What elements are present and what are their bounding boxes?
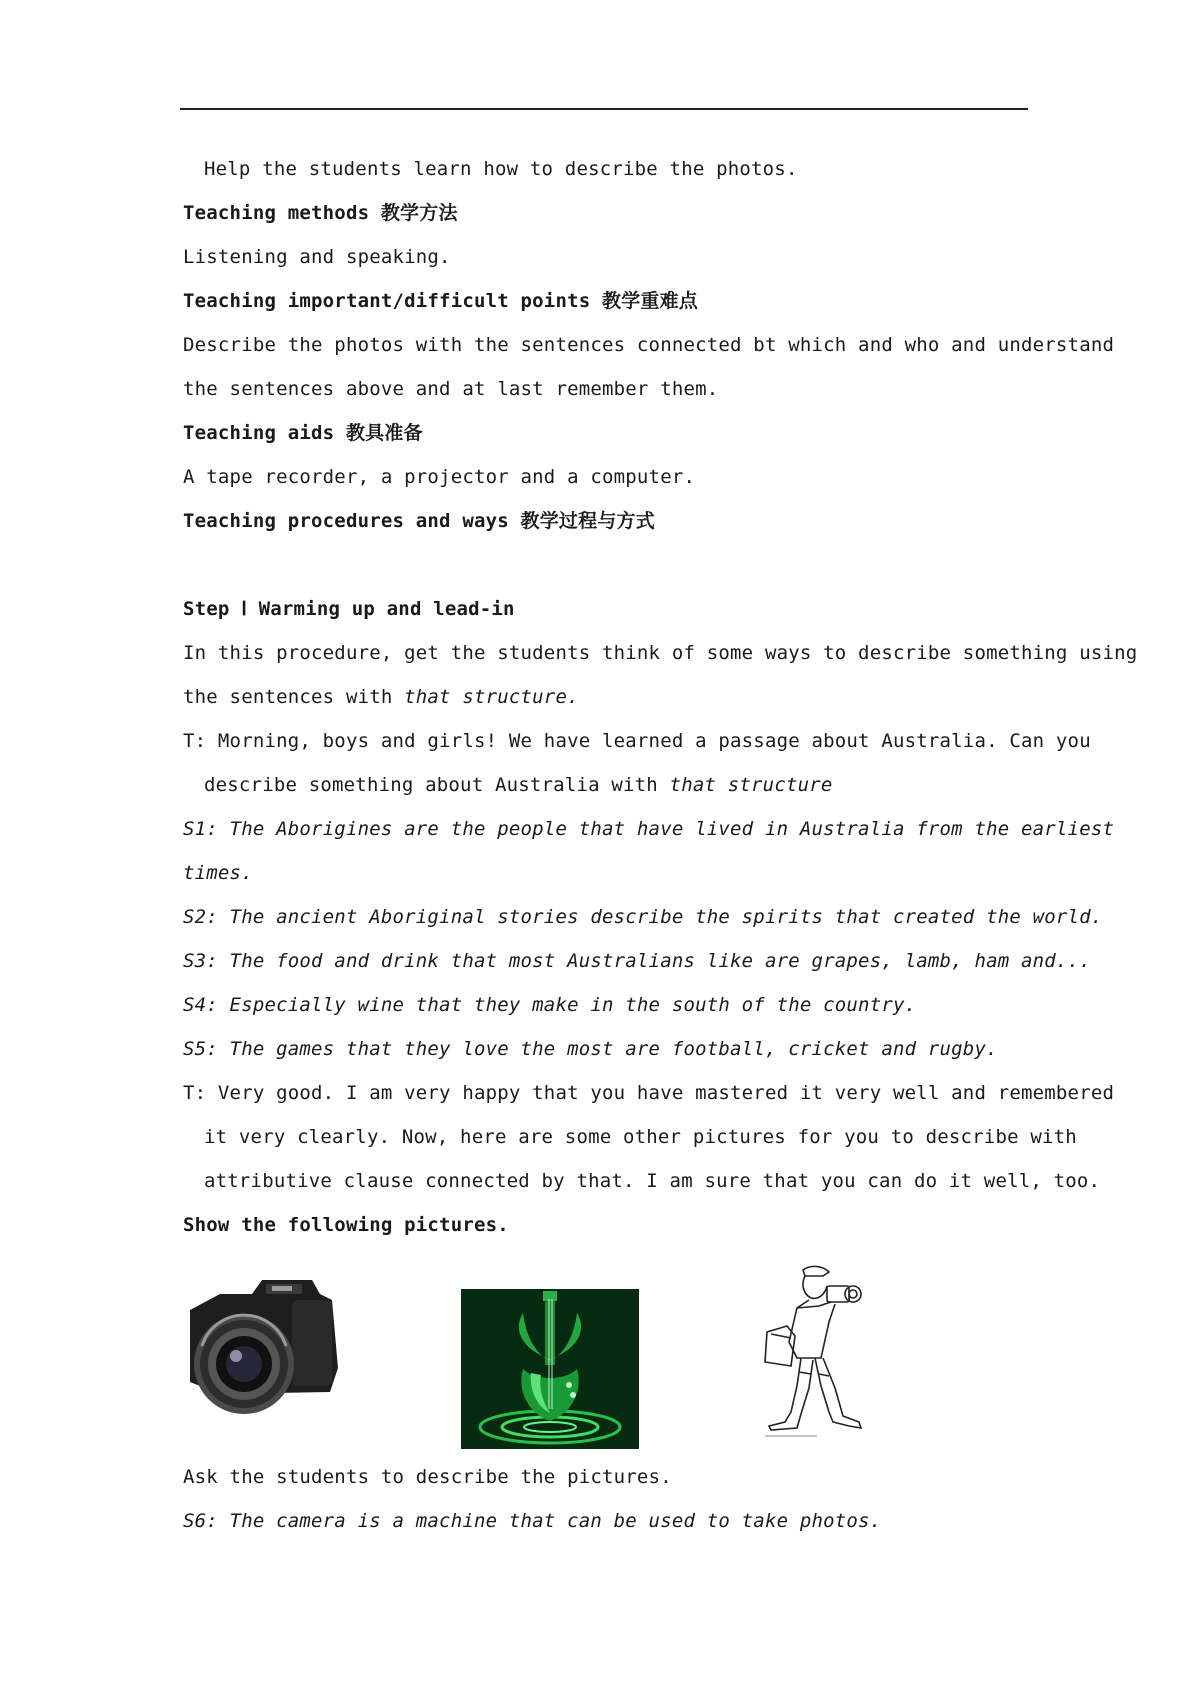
header-rule	[180, 108, 1028, 110]
student-s5: S5: The games that they love the most are football, cricket and rugby.	[183, 1038, 998, 1060]
teacher-line-2	[204, 773, 833, 797]
guitar-image	[461, 1289, 639, 1449]
teacher-line-2-italic: that structure	[669, 774, 833, 796]
teacher-reply-3: attributive clause connected by that. I am sure that you can do it well, too.	[204, 1170, 1101, 1192]
points-text-2: the sentences above and at last remember them.	[183, 378, 719, 400]
step1-text-1: In this procedure, get the students think of some ways to describe something using	[183, 642, 1138, 664]
step1-text-2	[183, 685, 579, 709]
student-s3: S3: The food and drink that most Australians like are grapes, lamb, ham and...	[183, 950, 1091, 972]
step1-text-2-italic: that structure.	[404, 686, 579, 708]
heading-teaching-procedures: Teaching procedures and ways 教学过程与方式	[183, 510, 655, 532]
heading-step-1: Step Ⅰ Warming up and lead-in	[183, 598, 515, 620]
photographer-sketch-image	[757, 1262, 879, 1442]
teacher-line-1: T: Morning, boys and girls! We have learned a passage about Australia. Can you	[183, 730, 1091, 752]
heading-teaching-points: Teaching important/difficult points 教学重难点	[183, 290, 699, 312]
points-text-1: Describe the photos with the sentences connected bt which and who and understand	[183, 334, 1115, 356]
camera-image	[180, 1272, 345, 1420]
heading-teaching-methods: Teaching methods 教学方法	[183, 202, 458, 224]
aids-text: A tape recorder, a projector and a computer.	[183, 466, 696, 488]
show-pictures-instruction: Show the following pictures.	[183, 1214, 509, 1236]
student-s4: S4: Especially wine that they make in the south of the country.	[183, 994, 917, 1016]
heading-teaching-aids: Teaching aids 教具准备	[183, 422, 423, 444]
student-s6: S6: The camera is a machine that can be used to take photos.	[183, 1510, 882, 1532]
objective-text: Help the students learn how to describe the photos.	[204, 158, 798, 180]
student-s1-line-2: times.	[183, 862, 253, 884]
teacher-reply-2: it very clearly. Now, here are some other pictures for you to describe with	[204, 1126, 1077, 1148]
ask-instruction: Ask the students to describe the pictures.	[183, 1466, 672, 1488]
teacher-line-2-plain: describe something about Australia with	[204, 774, 670, 796]
teacher-reply-1: T: Very good. I am very happy that you have mastered it very well and remembered	[183, 1082, 1115, 1104]
student-s1-line-1: S1: The Aborigines are the people that have lived in Australia from the earliest	[183, 818, 1115, 840]
student-s2: S2: The ancient Aboriginal stories describe the spirits that created the world.	[183, 906, 1103, 928]
step1-text-2-plain: the sentences with	[183, 686, 405, 708]
methods-text: Listening and speaking.	[183, 246, 451, 268]
